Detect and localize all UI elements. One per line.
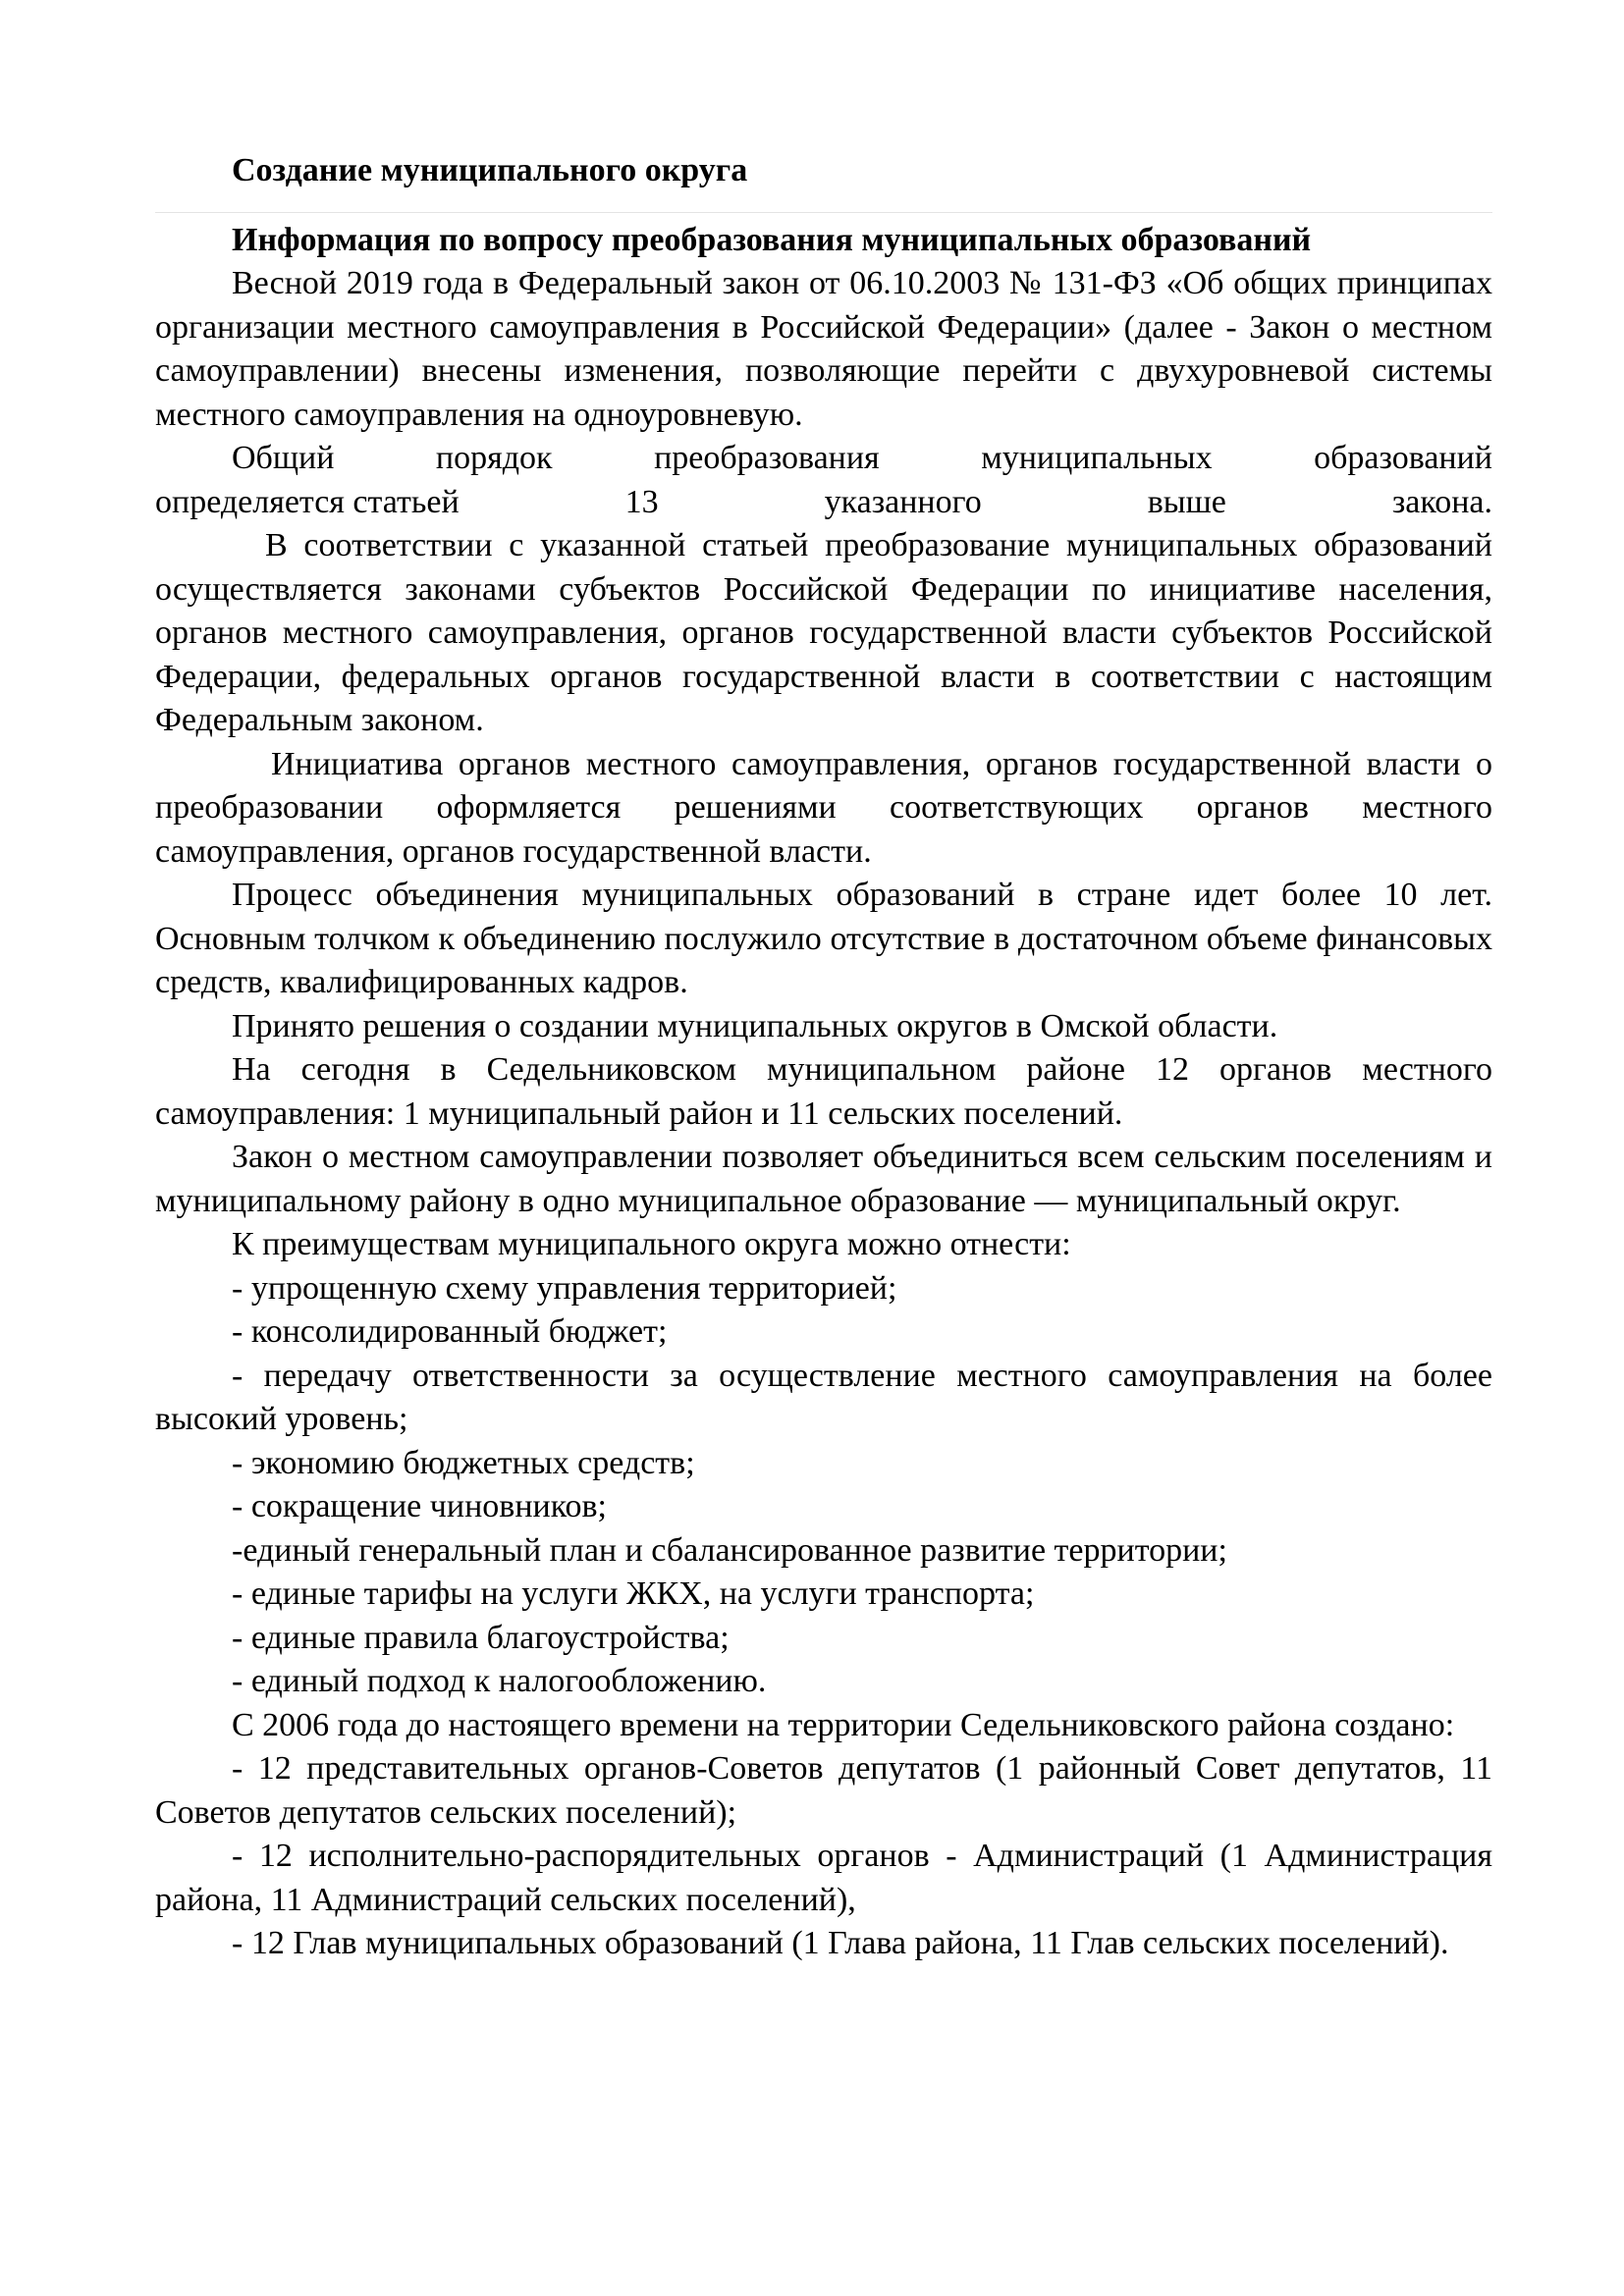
article-word-4: выше (1147, 483, 1226, 520)
paragraph-law-allows: Закон о местном самоуправлении позволяет объединиться всем сельским поселениям и муниципальному району в одно муниципальное образование — муниципальный округ. (155, 1139, 1492, 1219)
paragraph-general-order: Общий порядок преобразования муниципальных образований (232, 440, 1492, 476)
title-divider (155, 212, 1492, 213)
paragraph-transformation-laws: В соответствии с указанной статьей преобразование муниципальных образований осуществляется законами субъектов Российской Федерации по инициативе населения, органов местного самоуправления, органов государственной власти субъектов Российской Федерации, федеральных органов государственной власти в соответствии с настоящим Федеральным законом. (155, 527, 1492, 738)
paragraph-decision: Принято решения о создании муниципальных округов в Омской области. (232, 1007, 1278, 1044)
article-word-5: закона. (1391, 483, 1492, 520)
created-item: - 12 исполнительно-распорядительных органов - Администраций (1 Администрация района, 11 Администраций сельских поселений), (155, 1838, 1492, 1918)
paragraph-general-order-line2 (155, 481, 1492, 525)
document-page (155, 149, 1492, 1966)
created-item: - 12 Глав муниципальных образований (1 Глава района, 11 Глав сельских поселений). (232, 1925, 1449, 1961)
article-word-1: определяется статьей (155, 483, 460, 520)
advantage-item: - экономию бюджетных средств; (232, 1444, 695, 1481)
created-item: - 12 представительных органов-Советов депутатов (1 районный Совет депутатов, 11 Советов депутатов сельских поселений); (155, 1750, 1492, 1831)
advantage-item: -единый генеральный план и сбалансированное развитие территории; (232, 1531, 1227, 1569)
paragraph-law-amendment: Весной 2019 года в Федеральный закон от 06.10.2003 № 131-ФЗ «Об общих принципах организации местного самоуправления в Российской Федерации» (далее - Закон о местном самоуправлении) внесены изменения, позволяющие перейти с двухуровневой системы местного самоуправления на одноуровневую. (155, 265, 1492, 433)
paragraph-initiative: Инициатива органов местного самоуправления, органов государственной власти о преобразовании оформляется решениями соответствующих органов местного самоуправления, органов государственной власти. (155, 745, 1492, 870)
paragraph-current-state: На сегодня в Седельниковском муниципальном районе 12 органов местного самоуправления: 1 муниципальный район и 11 сельских поселений. (155, 1051, 1492, 1132)
advantage-item: - передачу ответственности за осуществление местного самоуправления на более высокий уровень; (155, 1357, 1492, 1437)
advantage-item: - сокращение чиновников; (232, 1488, 608, 1524)
article-word-2: 13 (624, 483, 659, 520)
advantage-item: - единые тарифы на услуги ЖКХ, на услуги транспорта; (232, 1575, 1035, 1612)
document-subtitle: Информация по вопросу преобразования муниципальных образований (232, 222, 1312, 258)
advantage-item: - консолидированный бюджет; (232, 1313, 668, 1350)
advantage-item: - единые правила благоустройства; (232, 1619, 730, 1656)
advantage-item: - единый подход к налогообложению. (232, 1663, 767, 1699)
document-title: Создание муниципального округа (232, 152, 748, 188)
advantage-item: - упрощенную схему управления территорией; (232, 1269, 897, 1307)
paragraph-created-intro: С 2006 года до настоящего времени на территории Седельниковского района создано: (232, 1706, 1455, 1743)
paragraph-merger-process: Процесс объединения муниципальных образований в стране идет более 10 лет. Основным толчком к объединению послужило отсутствие в достаточном объеме финансовых средств, квалифицированных кадров. (155, 877, 1492, 1000)
paragraph-advantages-intro: К преимуществам муниципального округа можно отнести: (232, 1226, 1071, 1262)
article-word-3: указанного (824, 483, 982, 520)
